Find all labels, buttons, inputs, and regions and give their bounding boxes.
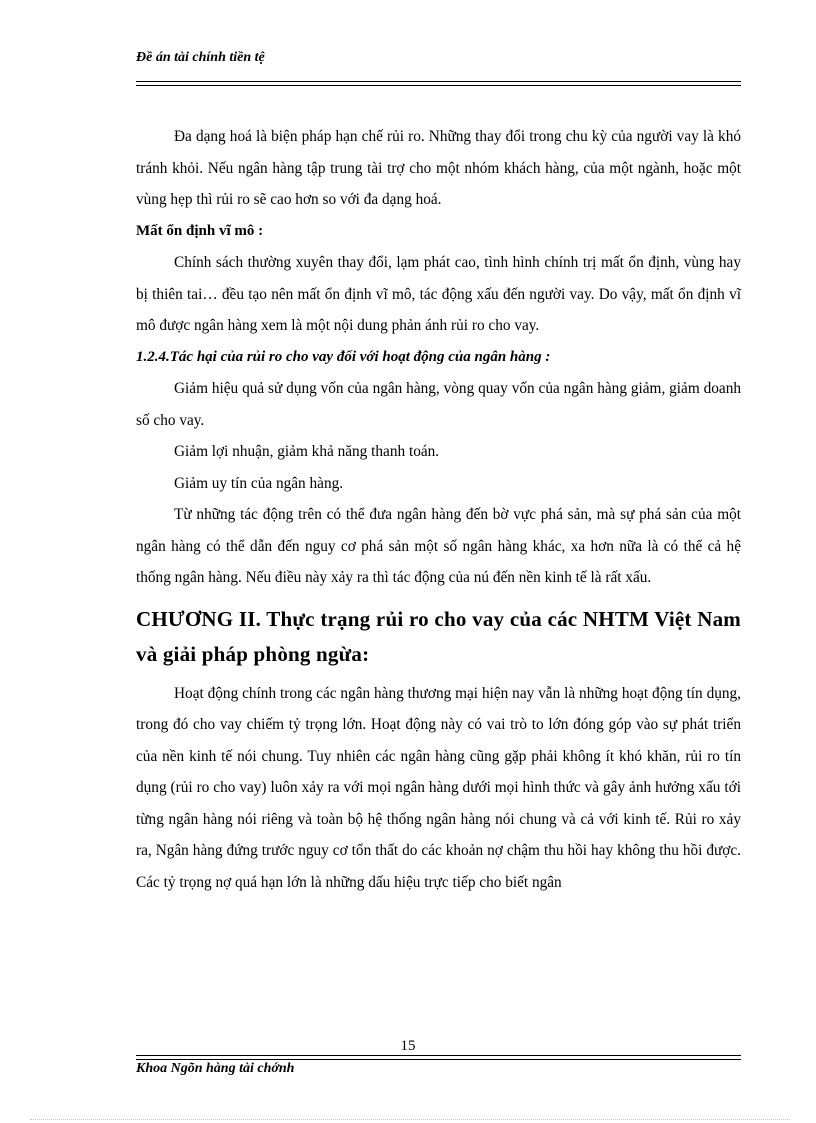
paragraph-bankruptcy: Từ những tác động trên có thể đưa ngân hàng đến bờ vực phá sản, mà sự phá sản của một ngân hàng có thể dẫn đến nguy cơ phá sản một số ngân hàng khác, xa hơn nữa là có thể cả hệ thống ngân hàng. Nếu điều này xảy ra thì tác động của nú đến nền kinh tế là rất xấu. <box>136 506 741 586</box>
paragraph-diversification: Đa dạng hoá là biện pháp hạn chế rủi ro. Những thay đổi trong chu kỳ của người vay là khó tránh khỏi. Nếu ngân hàng tập trung tài trợ cho một nhóm khách hàng, của một ngành, hoặc một vùng hẹp thì rủi ro sẽ cao hơn so với đa dạng hoá. <box>136 128 741 208</box>
page-number: 15 <box>400 1038 416 1054</box>
heading-macro-instability: Mất ổn định vĩ mô : <box>136 222 264 239</box>
footer-rule <box>136 1055 741 1060</box>
page-footer-title: Khoa Ngõn hàng tài chớnh <box>136 1061 295 1076</box>
paragraph-reduce-reputation: Giảm uy tín của ngân hàng. <box>174 474 344 492</box>
chapter-heading: CHƯƠNG II. Thực trạng rủi ro cho vay của các NHTM Việt Nam và giải pháp phòng ngừa: <box>136 606 741 666</box>
page-header-title: Đề án tài chính tiền tệ <box>136 50 265 65</box>
paragraph-macro-instability: Chính sách thường xuyên thay đổi, lạm phát cao, tình hình chính trị mất ổn định, vùng hay bị thiên tai… đều tạo nên mất ổn định vĩ mô, tác động xấu đến người vay. Do vậy, mất ổn định vĩ mô được ngân hàng xem là một nội dung phản ánh rủi ro cho vay. <box>136 254 741 334</box>
paragraph-reduce-efficiency: Giảm hiệu quả sử dụng vốn của ngân hàng, vòng quay vốn của ngân hàng giảm, giảm doanh số cho vay. <box>136 380 741 429</box>
header-rule <box>136 81 741 86</box>
heading-section-1-2-4: 1.2.4.Tác hại của rủi ro cho vay đối với hoạt động của ngân hàng : <box>136 348 551 365</box>
paragraph-reduce-profit: Giảm lợi nhuận, giảm khả năng thanh toán. <box>174 443 440 460</box>
page-edge-divider <box>30 1119 790 1120</box>
page-body <box>136 121 741 898</box>
paragraph-chapter-intro: Hoạt động chính trong các ngân hàng thương mại hiện nay vẫn là những hoạt động tín dụng, trong đó cho vay chiếm tỷ trọng lớn. Hoạt động này có vai trò to lớn đóng góp vào sự phát triển của nền kinh tế nói chung. Tuy nhiên các ngân hàng cũng gặp phải không ít khó khăn, rủi ro tín dụng (rủi ro cho vay) luôn xảy ra với mọi ngân hàng dưới mọi hình thức và gây ảnh hưởng xấu tới từng ngân hàng nói riêng và toàn bộ hệ thống ngân hàng nói chung và cả với kinh tế. Rủi ro xảy ra, Ngân hàng đứng trước nguy cơ tổn thất do các khoản nợ chậm thu hồi hay không thu hồi được. Các tỷ trọng nợ quá hạn lớn là những dấu hiệu trực tiếp cho biết ngân <box>136 684 741 891</box>
